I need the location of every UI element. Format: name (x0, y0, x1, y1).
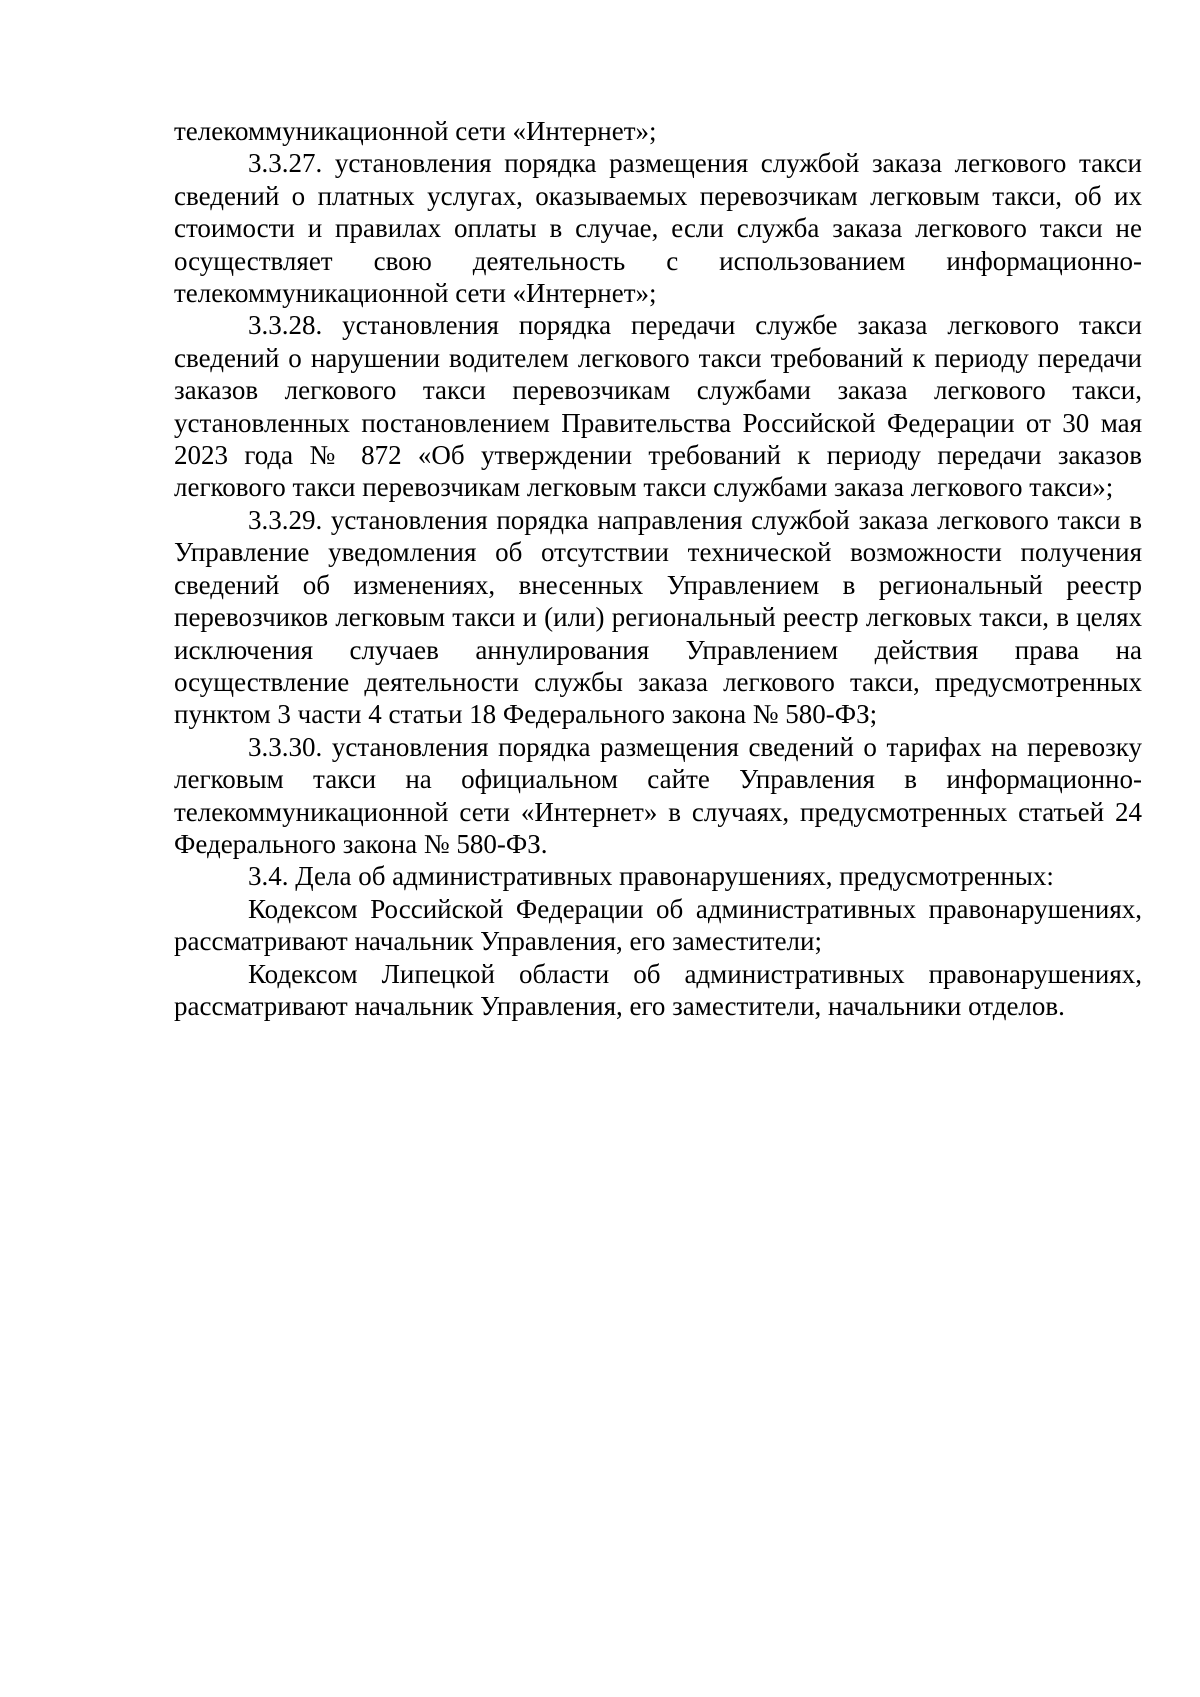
paragraph-3-3-28: 3.3.28. установления порядка передачи службе заказа легкового такси сведений о нарушении водителем легкового такси требований к периоду передачи заказов легкового такси перевозчикам службами заказа легкового такси, установленных постановлением Правительства Российской Федерации от 30 мая 2023 года № 872 «Об утверждении требований к периоду передачи заказов легкового такси перевозчикам легковым такси службами заказа легкового такси»; (174, 310, 1142, 503)
paragraph-3-4: 3.4. Дела об административных правонарушениях, предусмотренных: (248, 861, 1054, 892)
paragraph-3-3-29: 3.3.29. установления порядка направления службой заказа легкового такси в Управление уведомления об отсутствии технической возможности получения сведений об изменениях, внесенных Управлением в региональный реестр перевозчиков легковым такси и (или) региональный реестр легковых такси, в целях исключения случаев аннулирования Управлением действия права на осуществление деятельности службы заказа легкового такси, предусмотренных пунктом 3 части 4 статьи 18 Федерального закона № 580-ФЗ; (174, 504, 1142, 730)
paragraph-3-3-30: 3.3.30. установления порядка размещения сведений о тарифах на перевозку легковым такси на официальном сайте Управления в информационно-телекоммуникационной сети «Интернет» в случаях, предусмотренных статьей 24 Федерального закона № 580-ФЗ. (174, 731, 1142, 859)
paragraph-3-3-27: 3.3.27. установления порядка размещения службой заказа легкового такси сведений о платных услугах, оказываемых перевозчикам легковым такси, об их стоимости и правилах оплаты в случае, если служба заказа легкового такси не осуществляет свою деятельность с использованием информационно-телекоммуникационной сети «Интернет»; (174, 148, 1142, 309)
document-body (174, 115, 1142, 1022)
paragraph-lipetsk-code: Кодексом Липецкой области об административных правонарушениях, рассматривают начальник Управления, его заместители, начальники отделов. (174, 958, 1142, 1021)
paragraph-continuation: телекоммуникационной сети «Интернет»; (174, 116, 657, 146)
paragraph-federal-code: Кодексом Российской Федерации об административных правонарушениях, рассматривают начальник Управления, его заместители; (174, 893, 1142, 957)
